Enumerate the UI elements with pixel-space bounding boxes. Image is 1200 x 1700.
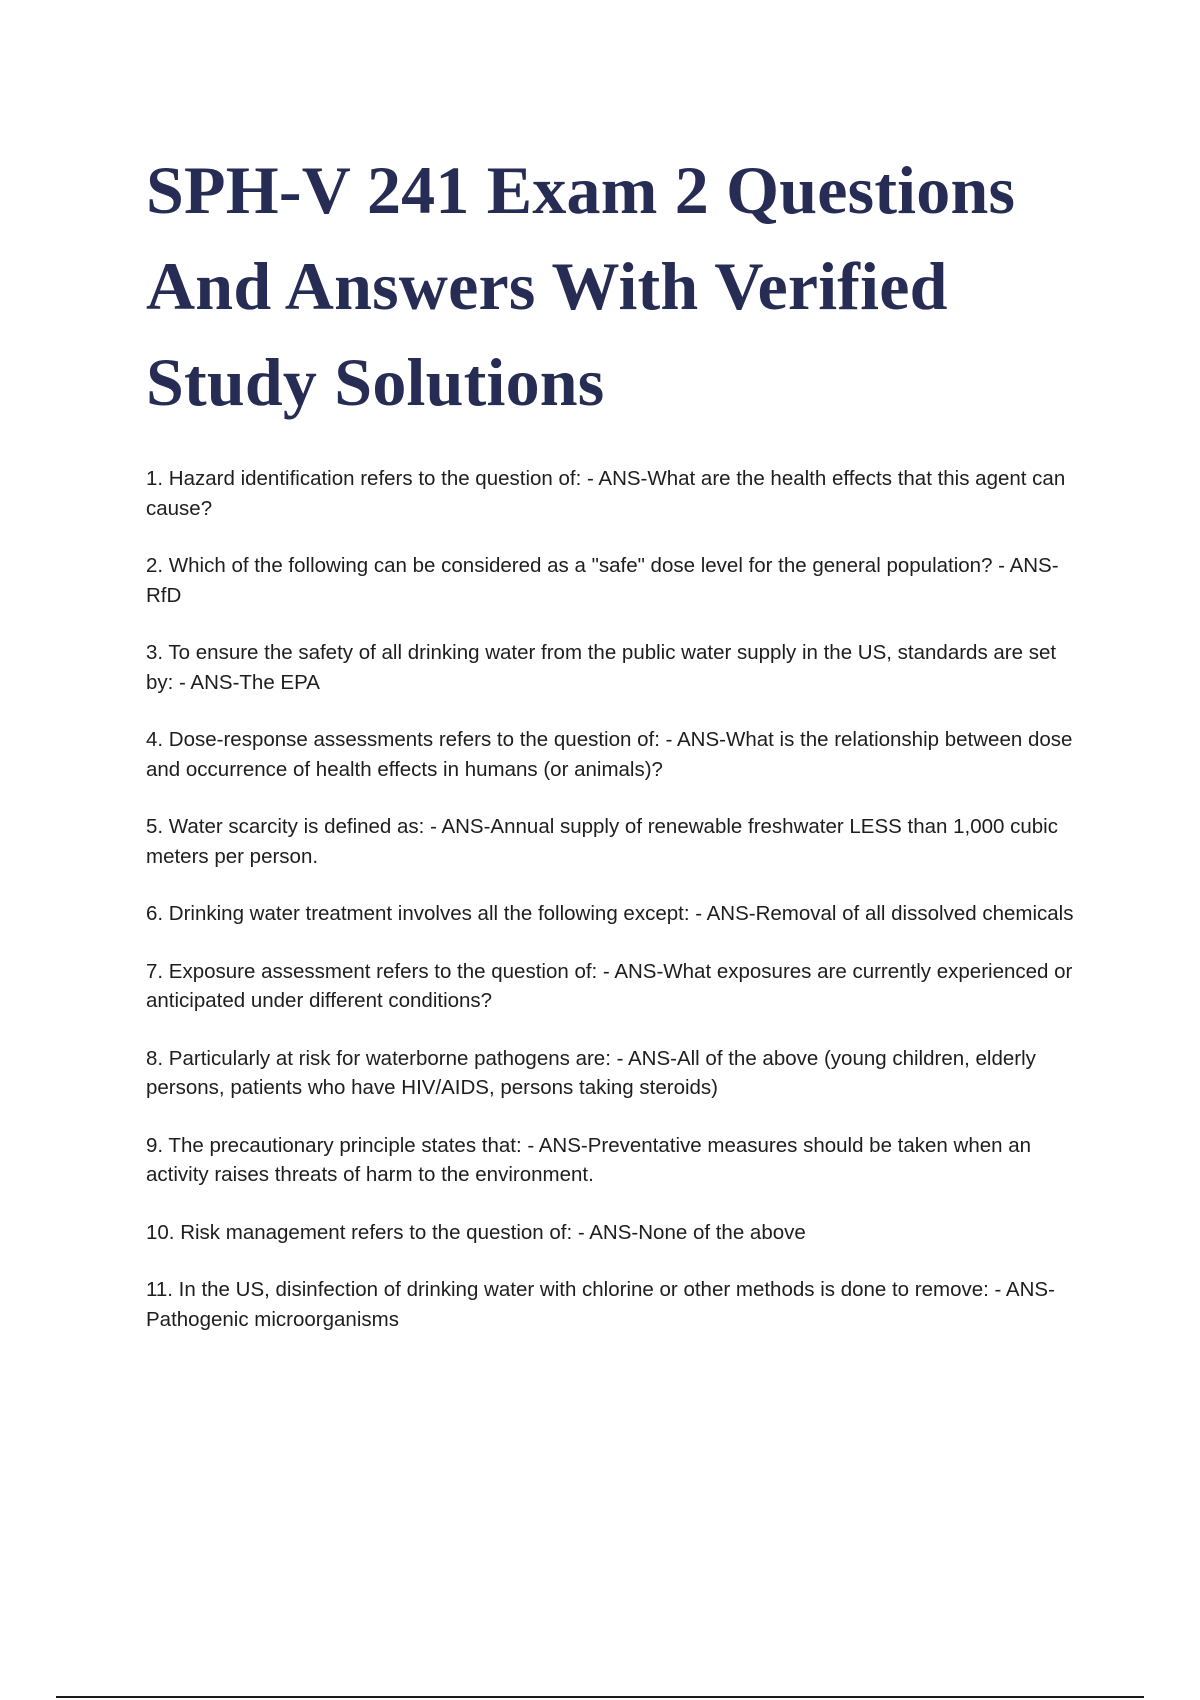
qa-item-text: 3. To ensure the safety of all drinking water from the public water supply in the US, standards are set by: - ANS-The EPA — [146, 641, 1057, 694]
qa-item-text: 1. Hazard identification refers to the question of: - ANS-What are the health effects that this agent can cause? — [146, 467, 1066, 520]
qa-item-10 — [146, 1218, 1086, 1248]
document-title: SPH-V 241 Exam 2 Questions And Answers With Verified Study Solutions — [146, 152, 1016, 420]
qa-item-9 — [146, 1131, 1086, 1190]
page-bottom-rule — [56, 1696, 1144, 1698]
qa-item-text: 9. The precautionary principle states that: - ANS-Preventative measures should be taken when an activity raises threats of harm to the environment. — [146, 1133, 1032, 1186]
qa-item-text: 7. Exposure assessment refers to the question of: - ANS-What exposures are currently experienced or anticipated under different conditions? — [146, 959, 1073, 1012]
qa-item-3 — [146, 638, 1086, 697]
qa-list — [146, 464, 1086, 1334]
qa-item-1 — [146, 464, 1086, 523]
document-content — [146, 142, 1086, 1362]
qa-item-11 — [146, 1275, 1086, 1334]
qa-item-6 — [146, 899, 1086, 929]
qa-item-7 — [146, 957, 1086, 1016]
qa-item-5 — [146, 812, 1086, 871]
qa-item-text: 11. In the US, disinfection of drinking water with chlorine or other methods is done to remove: - ANS-Pathogenic microorganisms — [146, 1278, 1055, 1331]
qa-item-8 — [146, 1044, 1086, 1103]
qa-item-2 — [146, 551, 1086, 610]
qa-item-4 — [146, 725, 1086, 784]
qa-item-text: 10. Risk management refers to the question of: - ANS-None of the above — [146, 1220, 806, 1244]
qa-item-text: 4. Dose-response assessments refers to the question of: - ANS-What is the relationship between dose and occurrence of health effects in humans (or animals)? — [146, 728, 1073, 781]
qa-item-text: 6. Drinking water treatment involves all the following except: - ANS-Removal of all dissolved chemicals — [146, 902, 1074, 925]
qa-item-text: 8. Particularly at risk for waterborne pathogens are: - ANS-All of the above (young children, elderly persons, patients who have HIV/AIDS, persons taking steroids) — [146, 1046, 1036, 1099]
qa-item-text: 2. Which of the following can be considered as a "safe" dose level for the general population? - ANS-RfD — [146, 554, 1059, 607]
qa-item-text: 5. Water scarcity is defined as: - ANS-Annual supply of renewable freshwater LESS than 1,000 cubic meters per person. — [146, 815, 1058, 868]
